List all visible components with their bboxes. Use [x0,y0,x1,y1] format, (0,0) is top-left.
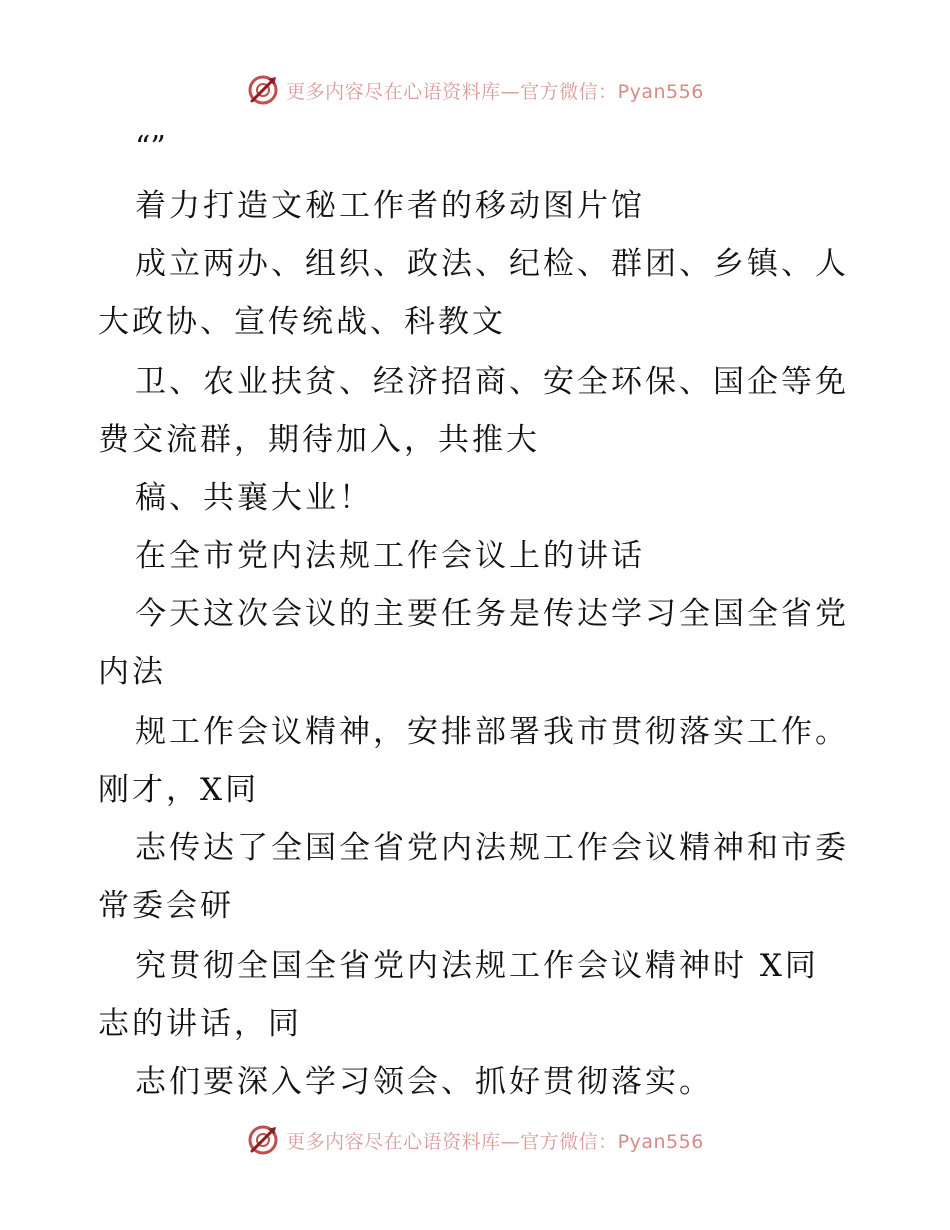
watermark-text: 更多内容尽在心语资料库—官方微信：Pyan556 [286,80,704,103]
text-line: 费交流群，期待加入，共推大 [98,422,540,458]
text-line: 究贯彻全国全省党内法规工作会议精神时 X同 [135,948,819,984]
quill-logo-icon [246,73,280,107]
text-line: 卫、农业扶贫、经济招商、安全环保、国企等免 [135,364,849,400]
watermark-wechat-id: Pyan556 [617,80,704,103]
text-line: 刚才，X同 [98,772,260,808]
text-line: 志传达了全国全省党内法规工作会议精神和市委 [135,830,849,866]
quill-logo-icon [246,1123,280,1157]
text-line: 稿、共襄大业！ [135,480,373,516]
quote-marks: “” [135,130,166,165]
footer-watermark [0,1120,950,1160]
section-title: 在全市党内法规工作会议上的讲话 [135,538,645,574]
text-line: 成立两办、组织、政法、纪检、群团、乡镇、人 [135,246,849,282]
text-line: 志们要深入学习领会、抓好贯彻落实。 [135,1064,713,1100]
watermark-wechat-id: Pyan556 [617,1130,704,1153]
text-line: 常委会研 [98,888,234,924]
watermark-text: 更多内容尽在心语资料库—官方微信：Pyan556 [286,1130,704,1153]
text-line: 着力打造文秘工作者的移动图片馆 [135,188,645,224]
text-line: 大政协、宣传统战、科教文 [98,304,506,340]
text-line: 今天这次会议的主要任务是传达学习全国全省党 [135,596,849,632]
text-line: 志的讲话，同 [98,1006,302,1042]
text-line: 规工作会议精神，安排部署我市贯彻落实工作。 [135,714,849,750]
text-line: 内法 [98,654,166,690]
header-watermark [0,70,950,110]
